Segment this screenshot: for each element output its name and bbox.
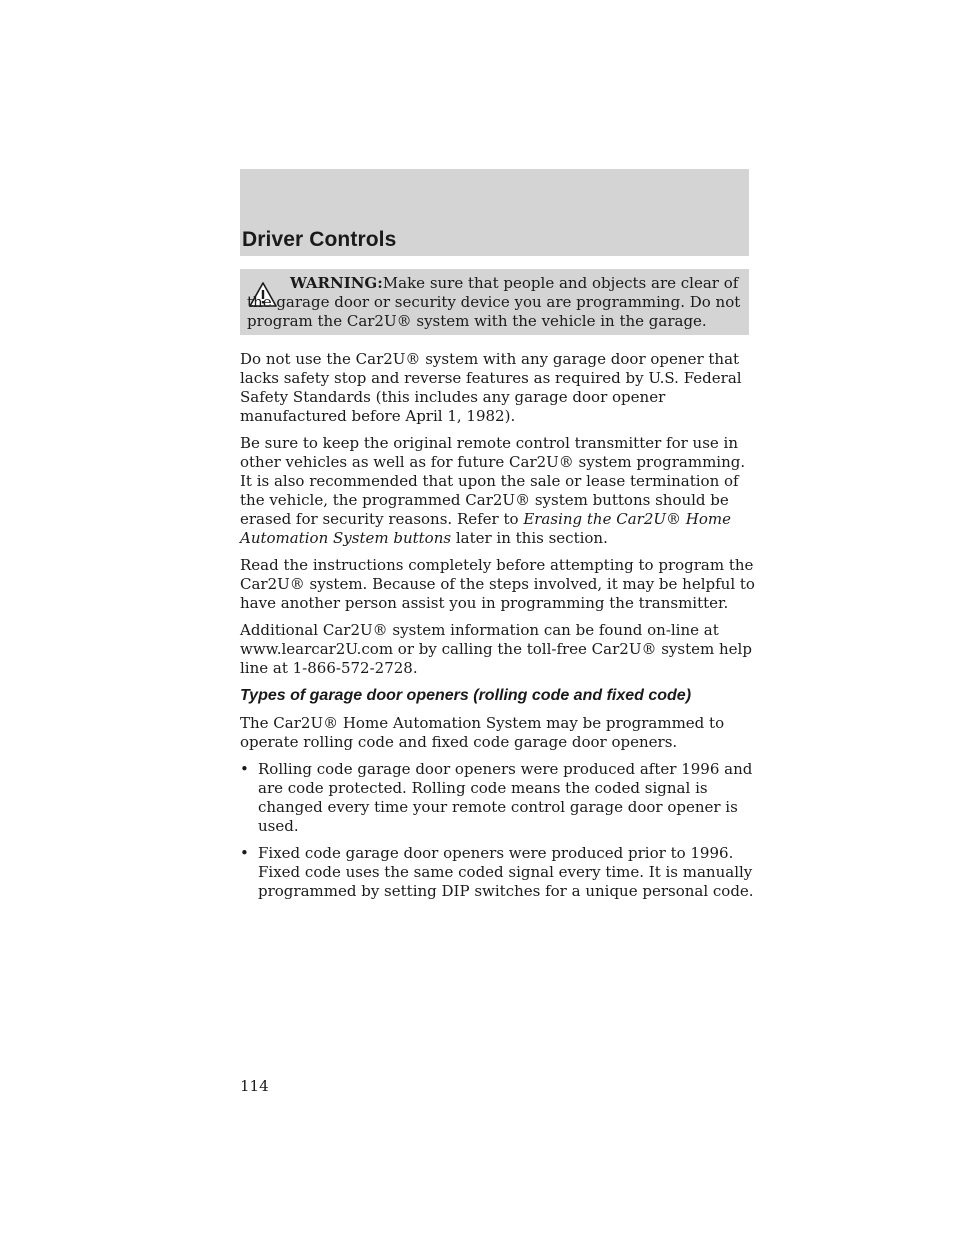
list-item-text: Fixed code garage door openers were produced prior to 1996. Fixed code uses the same coded signal every time. It is manually programmed by setting DIP switches for a unique personal code. <box>258 844 754 900</box>
body-content <box>240 350 755 909</box>
list-item <box>240 844 755 901</box>
paragraph-keep-transmitter-text: Be sure to keep the original remote control transmitter for use in other vehicles as well as for future Car2U® system programming. It is also recommended that upon the sale or lease termination of the vehicle, the programmed Car2U® system buttons should be erased for security reasons. Refer to <box>240 434 746 528</box>
warning-text <box>247 274 742 331</box>
section-title: Driver Controls <box>242 228 397 251</box>
list-item-text: Rolling code garage door openers were produced after 1996 and are code protected. Rolling code means the coded signal is changed every time your remote control garage door opener is used. <box>258 760 753 835</box>
paragraph-additional-info: Additional Car2U® system information can be found on-line at www.learcar2U.com or by calling the toll-free Car2U® system help line at 1-866-572-2728. <box>240 621 752 677</box>
warning-label: WARNING: <box>290 274 383 292</box>
paragraph-safety-standards: Do not use the Car2U® system with any garage door opener that lacks safety stop and reverse features as required by U.S. Federal Safety Standards (this includes any garage door opener manufactured before April 1, 1982). <box>240 350 742 425</box>
paragraph-read-instructions: Read the instructions completely before attempting to program the Car2U® system. Because of the steps involved, it may be helpful to have another person assist you in programming the transmitter. <box>240 556 755 612</box>
paragraph-keep-transmitter <box>240 434 755 548</box>
erasing-buttons-reference: Erasing the Car2U® Home Automation System buttons <box>240 510 731 547</box>
page-number: 114 <box>240 1077 269 1095</box>
paragraph-keep-transmitter-end: later in this section. <box>451 529 608 547</box>
bullet-dot: • <box>240 760 249 778</box>
subsection-heading: Types of garage door openers (rolling code and fixed code) <box>240 687 692 704</box>
bullet-dot: • <box>240 844 249 862</box>
subsection-intro: The Car2U® Home Automation System may be programmed to operate rolling code and fixed code garage door openers. <box>240 714 725 751</box>
list-item <box>240 760 755 836</box>
warning-body: Make sure that people and objects are clear of the garage door or security device you are programming. Do not program the Car2U® system with the vehicle in the garage. <box>247 274 741 330</box>
